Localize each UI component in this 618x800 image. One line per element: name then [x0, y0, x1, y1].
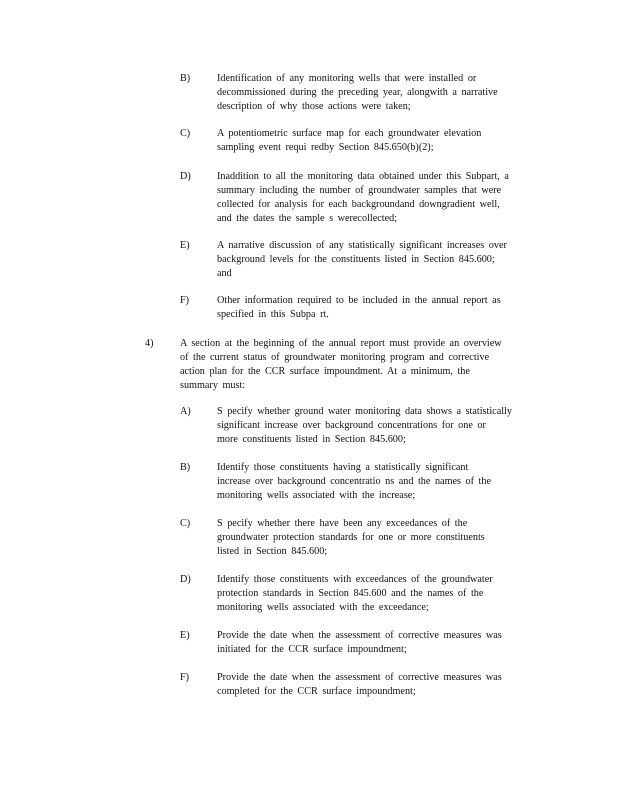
list-item — [0, 127, 618, 155]
item-number: 4) — [145, 338, 154, 349]
list-item — [0, 405, 618, 447]
item-label: E) — [180, 240, 190, 251]
list-item — [0, 629, 618, 657]
item-text: A potentiometric surface map for each groundwater elevation sampling event requi redby Section 845.650(b)(2); — [217, 128, 482, 153]
item-text: A narrative discussion of any statistically significant increases over background levels for the constituents listed in Section 845.600; and — [217, 240, 507, 279]
list-item — [0, 671, 618, 699]
list-item — [0, 461, 618, 503]
item-text: Provide the date when the assessment of corrective measures was completed for the CCR surface impoundment; — [217, 672, 502, 697]
item-label: C) — [180, 518, 191, 529]
item-text: Identification of any monitoring wells that were installed or decommissioned during the preceding year, alongwith a narrative description of why those actions were taken; — [217, 73, 498, 112]
item-text: S pecify whether there have been any exceedances of the groundwater protection standards for one or more constituents listed in Section 845.600; — [217, 518, 485, 557]
item-label: B) — [180, 73, 191, 84]
list-item — [0, 573, 618, 615]
item-label: C) — [180, 128, 191, 139]
list-item — [0, 170, 618, 226]
item-text: Provide the date when the assessment of corrective measures was initiated for the CCR surface impoundment; — [217, 630, 502, 655]
item-label: D) — [180, 171, 191, 182]
item-label: B) — [180, 462, 191, 473]
item-text: S pecify whether ground water monitoring data shows a statistically significant increase over background concentrations for one or more constituents listed in Section 845.600; — [217, 406, 512, 445]
list-item — [0, 239, 618, 281]
item-text: Identify those constituents with exceedances of the groundwater protection standards in Section 845.600 and the names of the monitoring wells associated with the exceedance; — [217, 574, 493, 613]
item-label: D) — [180, 574, 191, 585]
item-text: Other information required to be included in the annual report as specified in this Subpa rt. — [217, 295, 501, 320]
list-item — [0, 517, 618, 559]
item-label: F) — [180, 672, 190, 683]
item-text: A section at the beginning of the annual report must provide an overview of the current status of groundwater monitoring program and corrective action plan for the CCR surface impoundment. At a minimum, the summary must: — [180, 338, 502, 391]
item-label: A) — [180, 406, 191, 417]
list-item — [0, 294, 618, 322]
numbered-item — [0, 337, 618, 393]
item-label: E) — [180, 630, 190, 641]
list-item — [0, 72, 618, 114]
item-text: Inaddition to all the monitoring data obtained under this Subpart, a summary including the number of groundwater samples that were collected for analysis for each backgroundand downgradient well, and the dates the sample s werecollected; — [217, 171, 509, 224]
item-label: F) — [180, 295, 190, 306]
item-text: Identify those constituents having a statistically significant increase over background concentratio ns and the names of the monitoring wells associated with the increase; — [217, 462, 492, 501]
